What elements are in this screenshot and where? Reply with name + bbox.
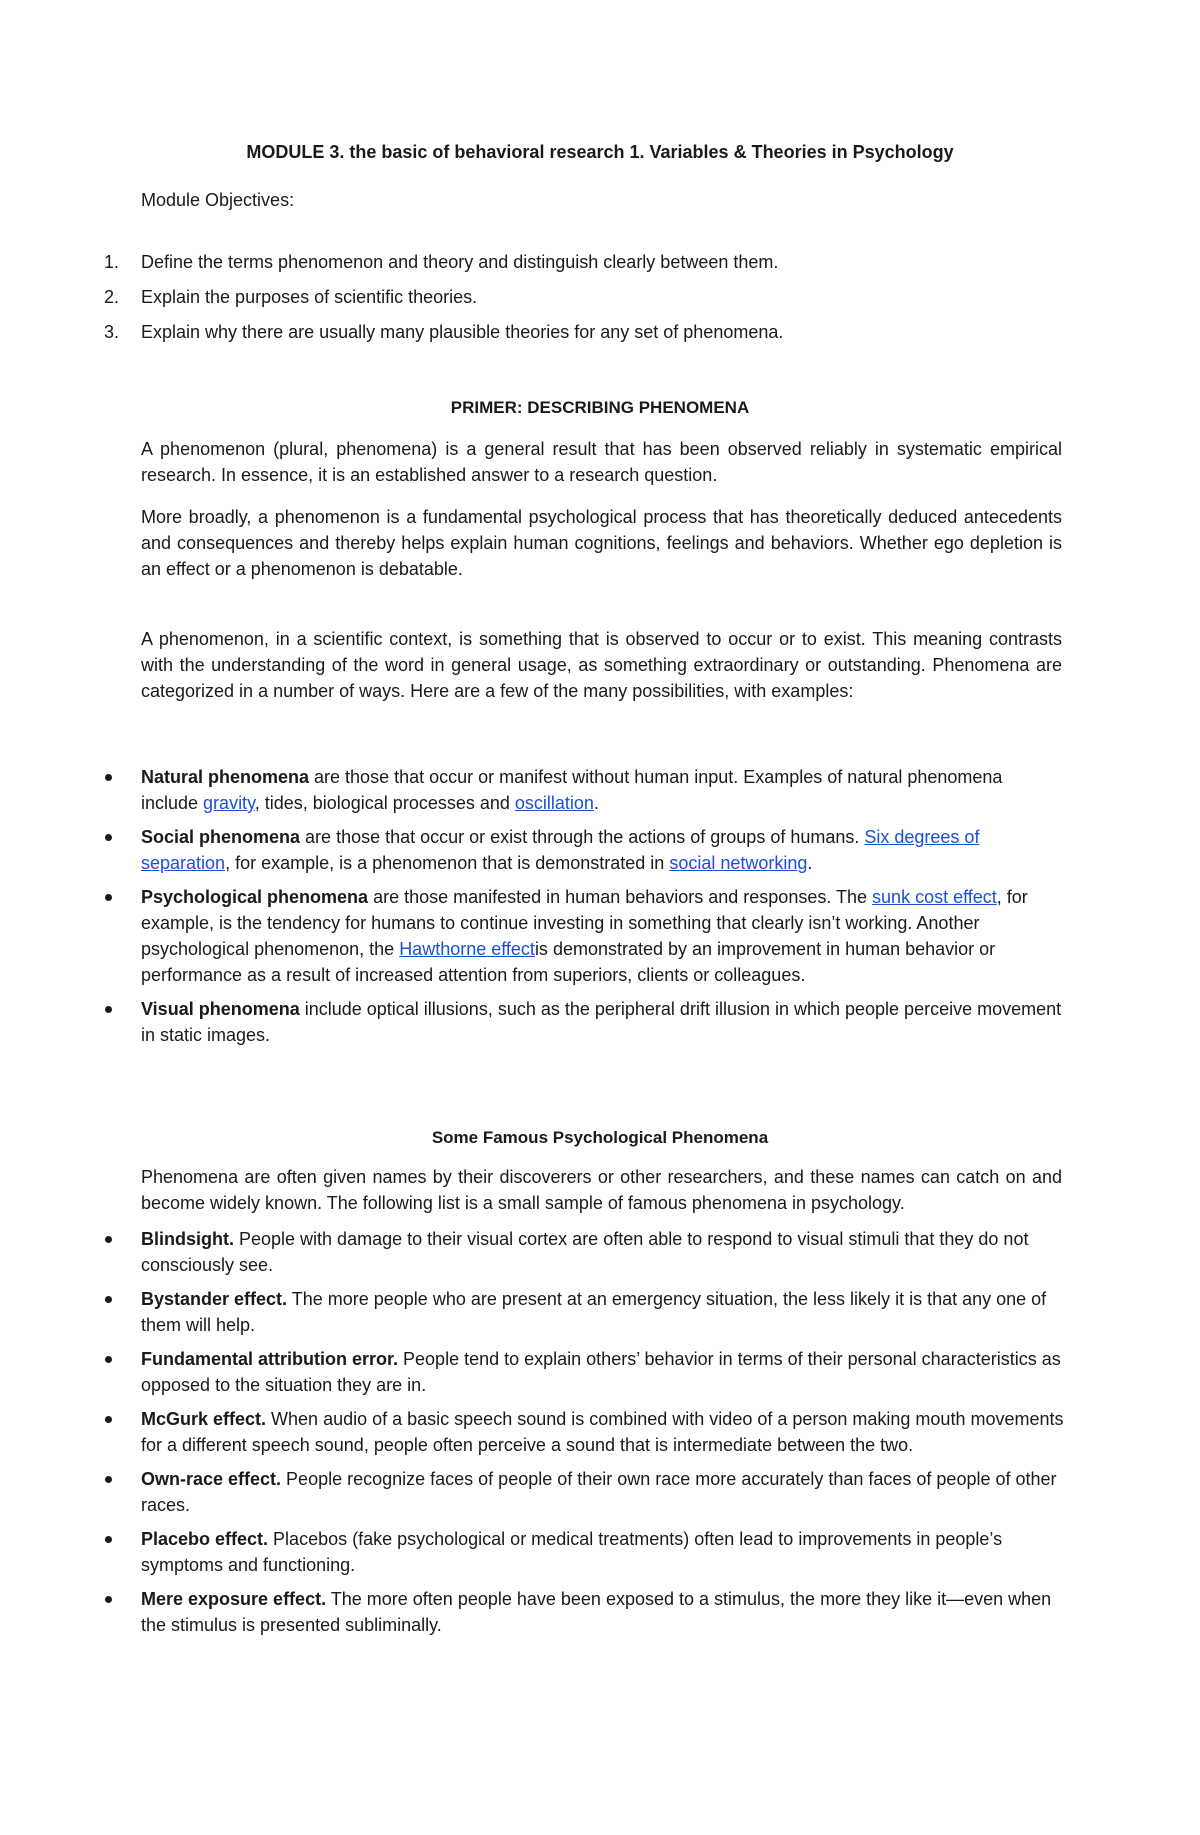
bullet-icon	[105, 1536, 112, 1543]
category-text: , tides, biological processes and	[254, 793, 515, 813]
bullet-icon	[105, 1236, 112, 1243]
objective-item	[104, 287, 1064, 322]
objective-item	[104, 252, 1064, 287]
list-item	[104, 1526, 1064, 1578]
list-item	[104, 1406, 1064, 1458]
sunk-cost-link[interactable]: sunk cost effect	[872, 887, 997, 907]
phenomenon-term: Placebo effect.	[141, 1529, 269, 1549]
category-social	[104, 824, 1064, 876]
bullet-icon	[105, 1296, 112, 1303]
phenomenon-text: People tend to explain others’ behavior in terms of their personal characteristics as opposed to the situation they are in.	[141, 1349, 1061, 1395]
phenomenon-term: Fundamental attribution error.	[141, 1349, 399, 1369]
category-text: include optical illusions, such as the peripheral drift illusion in which people perceive movement in static images.	[141, 999, 1062, 1045]
six-degrees-link[interactable]: Six degrees of separation	[141, 827, 980, 873]
list-item	[104, 1586, 1064, 1638]
list-item	[104, 1346, 1064, 1398]
list-item	[104, 1466, 1064, 1518]
category-text: .	[807, 853, 813, 873]
category-text: , for example, is a phenomenon that is demonstrated in	[225, 853, 670, 873]
phenomenon-text: People recognize faces of people of their own race more accurately than faces of people of other races.	[141, 1469, 1057, 1515]
document-title: MODULE 3. the basic of behavioral research 1. Variables & Theories in Psychology	[246, 142, 954, 162]
bullet-icon	[105, 1476, 112, 1483]
primer-heading: PRIMER: DESCRIBING PHENOMENA	[450, 398, 750, 417]
phenomenon-term: McGurk effect.	[141, 1409, 267, 1429]
category-term: Visual phenomena	[141, 999, 300, 1019]
category-natural	[104, 764, 1064, 816]
category-text: are those that occur or manifest without human input. Examples of natural phenomena include	[141, 767, 1003, 813]
category-visual	[104, 996, 1064, 1048]
category-text: are those manifested in human behaviors and responses. The	[368, 887, 873, 907]
objectives-list	[104, 252, 1064, 357]
objective-item	[104, 322, 1064, 357]
category-text: is demonstrated by an improvement in human behavior or performance as a result of increased attention from superiors, clients or colleagues.	[141, 939, 996, 985]
gravity-link[interactable]: gravity	[203, 793, 255, 813]
bullet-icon	[105, 1416, 112, 1423]
category-term: Natural phenomena	[141, 767, 310, 787]
objective-number: 3.	[104, 322, 120, 342]
objective-text: Explain the purposes of scientific theories.	[141, 287, 478, 307]
phenomenon-term: Bystander effect.	[141, 1289, 288, 1309]
objective-number: 1.	[104, 252, 120, 272]
bullet-icon	[105, 1356, 112, 1363]
phenomenon-text: The more often people have been exposed to a stimulus, the more they like it—even when the stimulus is presented subliminally.	[141, 1589, 1052, 1635]
primer-paragraph-2: More broadly, a phenomenon is a fundamental psychological process that has theoretically deduced antecedents and consequences and thereby helps explain human cognitions, feelings and behaviors. Whether ego depletion is an effect or a phenomenon is debatable.	[141, 507, 1062, 579]
phenomenon-text: When audio of a basic speech sound is combined with video of a person making mouth movements for a different speech sound, people often perceive a sound that is intermediate between the two.	[141, 1409, 1064, 1455]
bullet-icon	[105, 1006, 112, 1013]
bullet-icon	[105, 774, 112, 781]
hawthorne-effect-link[interactable]: Hawthorne effect	[399, 939, 535, 959]
phenomenon-term: Blindsight.	[141, 1229, 234, 1249]
list-item	[104, 1226, 1064, 1278]
bullet-icon	[105, 1596, 112, 1603]
objective-text: Define the terms phenomenon and theory and distinguish clearly between them.	[141, 252, 779, 272]
category-term: Social phenomena	[141, 827, 301, 847]
phenomenon-text: People with damage to their visual cortex are often able to respond to visual stimuli that they do not consciously see.	[141, 1229, 1029, 1275]
famous-phenomena-list	[104, 1226, 1064, 1646]
objectives-label: Module Objectives:	[141, 190, 295, 210]
oscillation-link[interactable]: oscillation	[514, 793, 594, 813]
phenomena-categories-list	[104, 764, 1064, 1056]
category-term: Psychological phenomena	[141, 887, 369, 907]
phenomenon-text: The more people who are present at an emergency situation, the less likely it is that any one of them will help.	[141, 1289, 1047, 1335]
category-text: , for example, is the tendency for humans to continue investing in something that clearly isn’t working. Another psychological phenomenon, the	[141, 887, 1028, 959]
list-item	[104, 1286, 1064, 1338]
phenomenon-text: Placebos (fake psychological or medical treatments) often lead to improvements in people’s symptoms and functioning.	[141, 1529, 1003, 1575]
objective-text: Explain why there are usually many plausible theories for any set of phenomena.	[141, 322, 784, 342]
famous-intro: Phenomena are often given names by their discoverers or other researchers, and these names can catch on and become widely known. The following list is a small sample of famous phenomena in psychology.	[141, 1167, 1062, 1213]
famous-heading: Some Famous Psychological Phenomena	[431, 1128, 769, 1147]
phenomenon-term: Mere exposure effect.	[141, 1589, 327, 1609]
primer-paragraph-3: A phenomenon, in a scientific context, is something that is observed to occur or to exist. This meaning contrasts with the understanding of the word in general usage, as something extraordinary or outstanding. Phenomena are categorized in a number of ways. Here are a few of the many possibilities, with examples:	[141, 629, 1062, 701]
category-psychological	[104, 884, 1064, 988]
bullet-icon	[105, 834, 112, 841]
social-networking-link[interactable]: social networking	[669, 853, 808, 873]
primer-paragraph-1: A phenomenon (plural, phenomena) is a general result that has been observed reliably in systematic empirical research. In essence, it is an established answer to a research question.	[141, 439, 1062, 485]
phenomenon-term: Own-race effect.	[141, 1469, 282, 1489]
category-text: are those that occur or exist through the actions of groups of humans.	[300, 827, 865, 847]
objective-number: 2.	[104, 287, 120, 307]
bullet-icon	[105, 894, 112, 901]
category-text: .	[593, 793, 599, 813]
